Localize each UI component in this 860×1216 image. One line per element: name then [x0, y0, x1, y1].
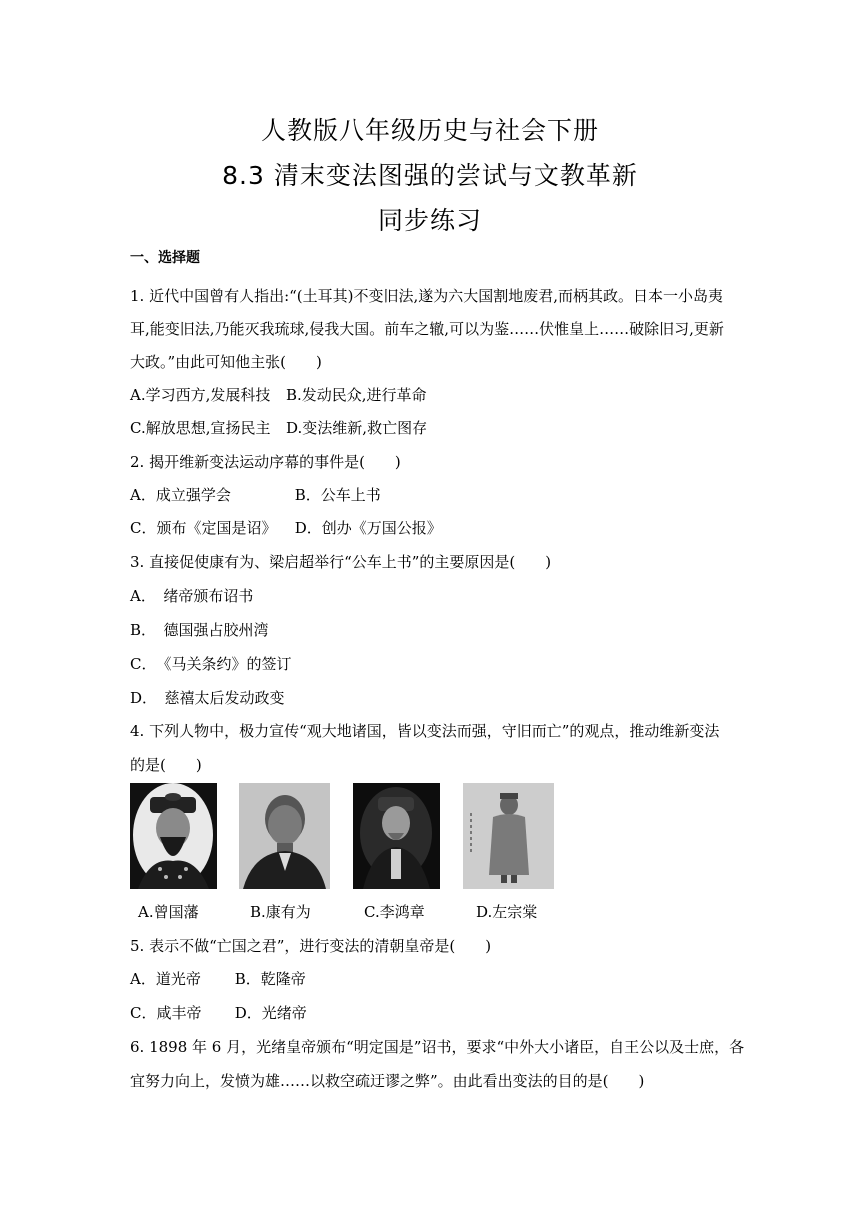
portrait-d-image: [463, 783, 554, 889]
q5-option-c: C．咸丰帝: [130, 1004, 202, 1022]
portrait-c-image: [353, 783, 440, 889]
q2-option-c: C．颁布《定国是诏》: [130, 519, 277, 537]
q3-option-c: C． 《马关条约》的签订: [130, 655, 292, 673]
portrait-a-image: [130, 783, 217, 889]
q2-option-b: B．公车上书: [294, 486, 381, 504]
document-title-line2: 8.3 清末变法图强的尝试与文教革新: [222, 161, 638, 190]
document-title-line3: 同步练习: [377, 206, 482, 235]
portrait-d-caption: D.左宗棠: [476, 903, 538, 921]
q1-option-d: D.变法维新,救亡图存: [286, 419, 428, 437]
q1-options-row1: [130, 385, 427, 405]
portrait-b-caption: B.康有为: [250, 903, 311, 921]
q1-line2: 耳,能变旧法,乃能灭我琉球,侵我大国。前车之辙,可以为鉴……伏惟皇上……破除旧习,更新: [130, 320, 724, 338]
q4-line1: 4. 下列人物中，极力宣传“观大地诸国，皆以变法而强，守旧而亡”的观点，推动维新变法: [130, 722, 720, 740]
q1-option-c: C.解放思想,宣扬民主: [130, 419, 271, 437]
q2-option-d: D．创办《万国公报》: [294, 519, 442, 537]
q1-option-a: A.学习西方,发展科技: [130, 386, 271, 404]
portrait-c-caption: C.李鸿章: [364, 903, 425, 921]
q5-option-b: B．乾隆帝: [234, 970, 306, 988]
q6-line2: 宜努力向上，发愤为雄……以救空疏迂谬之弊”。由此看出变法的目的是( ): [130, 1072, 645, 1090]
q1-line1: 1. 近代中国曾有人指出:“(土耳其)不变旧法,遂为六大国割地废君,而柄其政。日本一小岛夷: [130, 287, 724, 305]
q5-option-d: D．光绪帝: [234, 1004, 307, 1022]
q3-option-a: A． 绪帝颁布诏书: [130, 587, 254, 605]
q5-options-row1: [130, 969, 306, 989]
q3-option-b: B． 德国强占胶州湾: [130, 621, 269, 639]
q2-stem: 2. 揭开维新变法运动序幕的事件是( ): [130, 453, 401, 471]
q2-option-a: A．成立强学会: [130, 486, 231, 504]
q5-option-a: A．道光帝: [130, 970, 201, 988]
q5-stem: 5. 表示不做“亡国之君”，进行变法的清朝皇帝是( ): [130, 937, 492, 955]
portrait-b-image: [239, 783, 330, 889]
q2-options-row2: [130, 518, 442, 538]
q2-options-row1: [130, 485, 381, 505]
portrait-a-caption: A.曾国藩: [138, 903, 199, 921]
q1-option-b: B.发动民众,进行革命: [285, 386, 427, 404]
q3-option-d: D． 慈禧太后发动政变: [130, 689, 285, 707]
document-title-line1: 人教版八年级历史与社会下册: [260, 116, 599, 145]
section-heading: 一、选择题: [130, 250, 200, 266]
q1-line3: 大政。”由此可知他主张( ): [130, 353, 322, 371]
q1-options-row2: [130, 418, 427, 438]
q5-options-row2: [130, 1003, 307, 1023]
q3-stem: 3. 直接促使康有为、梁启超举行“公车上书”的主要原因是( ): [130, 553, 552, 571]
q4-line2: 的是( ): [130, 756, 202, 774]
q6-line1: 6. 1898 年 6 月，光绪皇帝颁布“明定国是”诏书，要求“中外大小诸臣，自王公以及士庶，各: [130, 1038, 745, 1056]
